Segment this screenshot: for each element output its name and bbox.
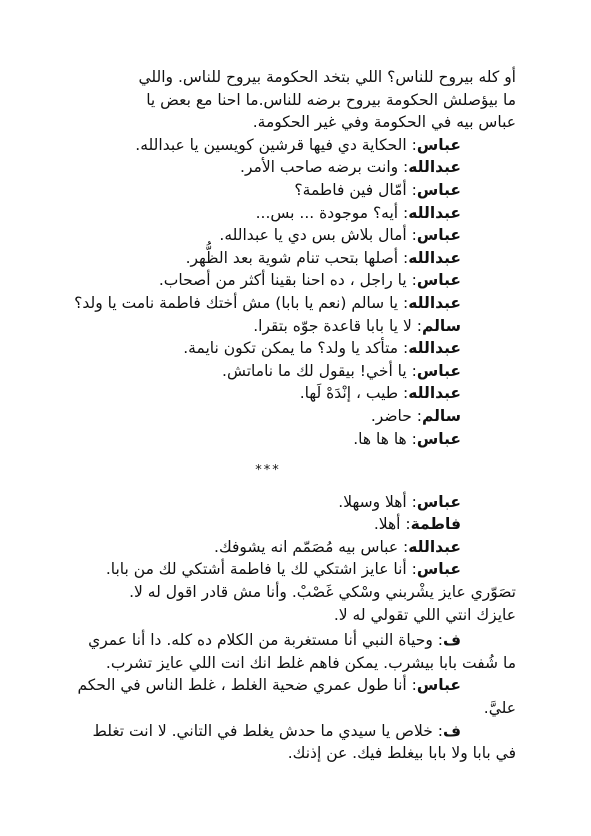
dialogue-line <box>60 382 461 405</box>
dialogue-text: : وانت برضه صاحب الأمر. <box>240 158 409 177</box>
dialogue-text: : متأكد يا ولد؟ ما يمكن تكون نايمة. <box>183 339 409 358</box>
speaker-name: ف <box>442 721 461 740</box>
dialogue-line <box>60 292 461 315</box>
dialogue-line <box>60 674 516 697</box>
speaker-name: سالم <box>421 316 461 335</box>
speaker-name: عبدالله <box>408 158 461 177</box>
speaker-name: سالم <box>421 406 461 425</box>
dialogue-line <box>60 156 461 179</box>
dialogue-line <box>60 224 461 247</box>
dialogue-line <box>60 629 516 652</box>
speaker-name: ف <box>442 631 461 650</box>
speaker-name: عبدالله <box>408 203 461 222</box>
dialogue-text: : الحكاية دي فيها قرشين كويسين يا عبدالله. <box>135 135 417 154</box>
speaker-name: عباس <box>416 492 461 511</box>
dialogue-text: : أيه؟ موجودة ... بس... <box>255 203 409 222</box>
dialogue-text: : لا يا بابا قاعدة جوّه بتقرا. <box>253 316 422 335</box>
dialogue-part-2 <box>60 491 516 765</box>
dialogue-line <box>60 536 516 559</box>
intro-line: ما بيؤصلش الحكومة بيروح برضه للناس.ما احنا مع بعض يا <box>146 90 516 109</box>
dialogue-line <box>60 247 461 270</box>
scene-separator: *** <box>255 463 281 479</box>
dialogue-text: : حاضر. <box>370 406 422 425</box>
dialogue-line <box>60 315 461 338</box>
dialogue-line <box>60 513 516 536</box>
speaker-name: عبدالله <box>408 339 461 358</box>
dialogue-text: : خلاص يا سيدي ما حدش يغلط في التاني. لا انت تغلط <box>92 721 443 740</box>
speaker-name: عبدالله <box>408 248 461 267</box>
dialogue-text: : وحياة النبي أنا مستغربة من الكلام ده كله. دا أنا عمري <box>88 631 443 650</box>
dialogue-part-1 <box>60 134 516 450</box>
dialogue-continuation: في بابا ولا بابا بيغلط فيك. عن إذنك. <box>287 744 516 763</box>
speaker-name: عباس <box>416 180 461 199</box>
dialogue-line <box>60 269 461 292</box>
speaker-name: عباس <box>416 429 461 448</box>
dialogue-line <box>60 202 461 225</box>
dialogue-line <box>60 360 461 383</box>
dialogue-text: : أنا عايز اشتكي لك يا فاطمة أشتكي لك من بابا. <box>105 560 417 579</box>
dialogue-line <box>60 720 516 743</box>
dialogue-text: : طيب ، إنْدَهْ لَها. <box>299 384 409 403</box>
dialogue-text: : أصلها بتحب تنام شوية بعد الظُّهر. <box>185 248 409 267</box>
speaker-name: عباس <box>416 271 461 290</box>
dialogue-continuation: عايزك انتي اللي تقولي له لا. <box>333 605 516 624</box>
dialogue-continuation: ما شُفت بابا بيشرب. يمكن فاهم غلط انك انت اللي عايز تشرب. <box>105 653 516 672</box>
dialogue-text: : عباس بيه مُصَمّم انه يشوفك. <box>214 537 409 556</box>
speaker-name: عباس <box>416 676 461 695</box>
speaker-name: عباس <box>416 361 461 380</box>
speaker-name: فاطمة <box>410 515 461 534</box>
intro-line: أو كله بيروح للناس؟ اللي بتخد الحكومة بيروح للناس. واللي <box>138 68 516 86</box>
dialogue-text: : أهلا وسهلا. <box>338 492 417 511</box>
dialogue-line <box>60 134 461 157</box>
dialogue-text: : يا راجل ، ده احنا بقينا أكثر من أصحاب. <box>158 271 417 290</box>
speaker-name: عبدالله <box>408 293 461 312</box>
dialogue-text: : ها ها ها. <box>353 429 417 448</box>
dialogue-text: : أمال بلاش بس دي يا عبدالله. <box>219 226 417 245</box>
dialogue-text: : أمّال فين فاطمة؟ <box>294 180 417 199</box>
dialogue-line <box>60 405 461 428</box>
dialogue-text: : يا أخي! بيقول لك ما ناماتش. <box>222 361 417 380</box>
dialogue-text: : يا سالم (نعم يا بابا) مش أختك فاطمة نامت يا ولد؟ <box>74 293 409 312</box>
dialogue-continuation: تصَوّري عايز يشْربني وسْكي غَصْبْ. وأنا مش قادر اقول له لا. <box>129 583 516 602</box>
dialogue-text: : أهلا. <box>373 515 411 534</box>
dialogue-continuation: عليَّ. <box>483 699 516 718</box>
speaker-name: عباس <box>416 226 461 245</box>
dialogue-line <box>60 491 516 514</box>
dialogue-line <box>60 428 461 451</box>
dialogue-text: : أنا طول عمري ضحية الغلط ، غلط الناس في الحكم <box>77 676 417 695</box>
speaker-name: عباس <box>416 560 461 579</box>
intro-paragraph <box>60 66 516 134</box>
speaker-name: عبدالله <box>408 537 461 556</box>
dialogue-line <box>60 179 461 202</box>
speaker-name: عباس <box>416 135 461 154</box>
document-page <box>60 66 516 765</box>
speaker-name: عبدالله <box>408 384 461 403</box>
intro-line: عباس بيه في الحكومة وفي غير الحكومة. <box>252 113 516 132</box>
dialogue-line <box>60 337 461 360</box>
dialogue-line <box>60 558 516 581</box>
